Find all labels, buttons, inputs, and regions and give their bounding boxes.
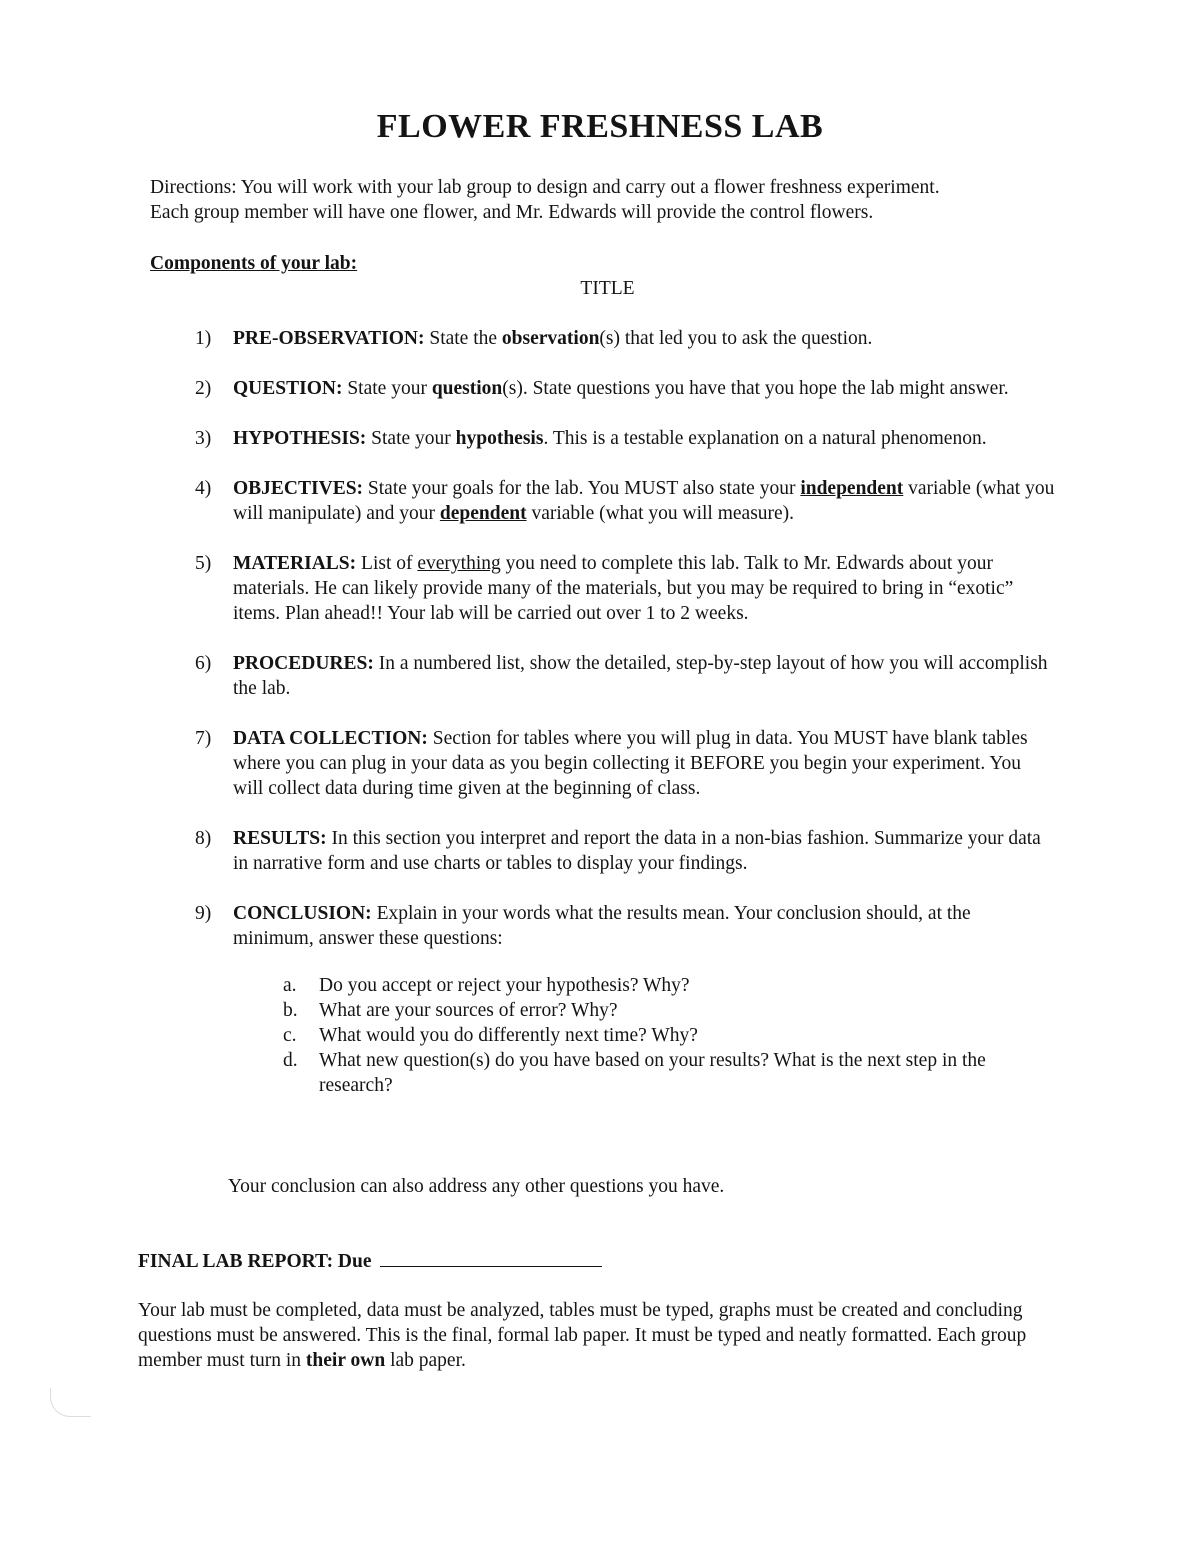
list-item: c. What would you do differently next time? Why? [283,1025,698,1046]
final-report-line [138,1246,602,1274]
scan-mark [50,1388,91,1417]
final-report-label: FINAL LAB REPORT: Due [138,1251,372,1272]
item-text: QUESTION: State your question(s). State questions you have that you hope the lab might answer. [233,378,1009,399]
list-item-data-collection [195,726,1055,801]
list-item-pre-observation [195,326,1055,351]
final-report-paragraph: Your lab must be completed, data must be analyzed, tables must be typed, graphs must be created and concluding questions must be answered. This is the final, formal lab paper. It must be typed and neatly formatted. Each group member must turn in their own lab paper. [138,1300,1027,1371]
item-number: 8) [195,828,212,849]
item-text: MATERIALS: List of everything you need to complete this lab. Talk to Mr. Edwards about your materials. He can likely provide many of the materials, but you may be required to bring in “exotic” items. Plan ahead!! Your lab will be carried out over 1 to 2 weeks. [233,553,1014,624]
item-number: 6) [195,653,212,674]
list-item-materials [195,551,1055,626]
list-item-results [195,826,1055,876]
list-item-conclusion [195,901,1055,1098]
directions [150,175,1050,225]
due-date-blank[interactable] [380,1246,602,1267]
item-number: 4) [195,478,212,499]
item-text: OBJECTIVES: State your goals for the lab. You MUST also state your independent variable (what you will manipulate) and your dependent variable (what you will measure). [233,478,1055,524]
list-item-procedures [195,651,1055,701]
directions-line-2: Each group member will have one flower, and Mr. Edwards will provide the control flowers. [150,202,874,223]
item-text: HYPOTHESIS: State your hypothesis. This is a testable explanation on a natural phenomenon. [233,428,987,449]
item-number: 3) [195,428,212,449]
list-item-objectives [195,476,1055,526]
item-number: 1) [195,328,212,349]
item-number: 9) [195,903,212,924]
section-title: TITLE [580,278,635,299]
list-item-hypothesis [195,426,1055,451]
conclusion-followup: Your conclusion can also address any other questions you have. [228,1176,725,1197]
page-title: FLOWER FRESHNESS LAB [376,108,824,145]
list-item-question [195,376,1055,401]
list-item: a. Do you accept or reject your hypothesis? Why? [283,975,690,996]
item-number: 7) [195,728,212,749]
conclusion-questions [283,973,1055,1098]
item-text: CONCLUSION: Explain in your words what the results mean. Your conclusion should, at the minimum, answer these questions: a. Do you accept or reject your hypothesis? Why? b. What are your sources of error? Why? c. What would you do differently next time? Why? d. What new question(s) do you have based on your results? What is the next step in the research? [233,901,1055,1098]
components-list [195,326,1055,1123]
item-text: DATA COLLECTION: Section for tables where you will plug in data. You MUST have blank tables where you can plug in your data as you begin collecting it BEFORE you begin your experiment. You will collect data during time given at the beginning of class. [233,728,1028,799]
item-text: PRE-OBSERVATION: State the observation(s) that led you to ask the question. [233,328,873,349]
directions-line-1: Directions: You will work with your lab group to design and carry out a flower freshness experiment. [150,177,940,198]
item-text: RESULTS: In this section you interpret and report the data in a non-bias fashion. Summarize your data in narrative form and use charts or tables to display your findings. [233,828,1041,874]
item-number: 5) [195,553,212,574]
item-text: PROCEDURES: In a numbered list, show the detailed, step-by-step layout of how you will accomplish the lab. [233,653,1048,699]
list-item: d. What new question(s) do you have based on your results? What is the next step in the research? [283,1050,986,1096]
components-heading: Components of your lab: [150,253,358,274]
list-item: b. What are your sources of error? Why? [283,1000,618,1021]
item-number: 2) [195,378,212,399]
